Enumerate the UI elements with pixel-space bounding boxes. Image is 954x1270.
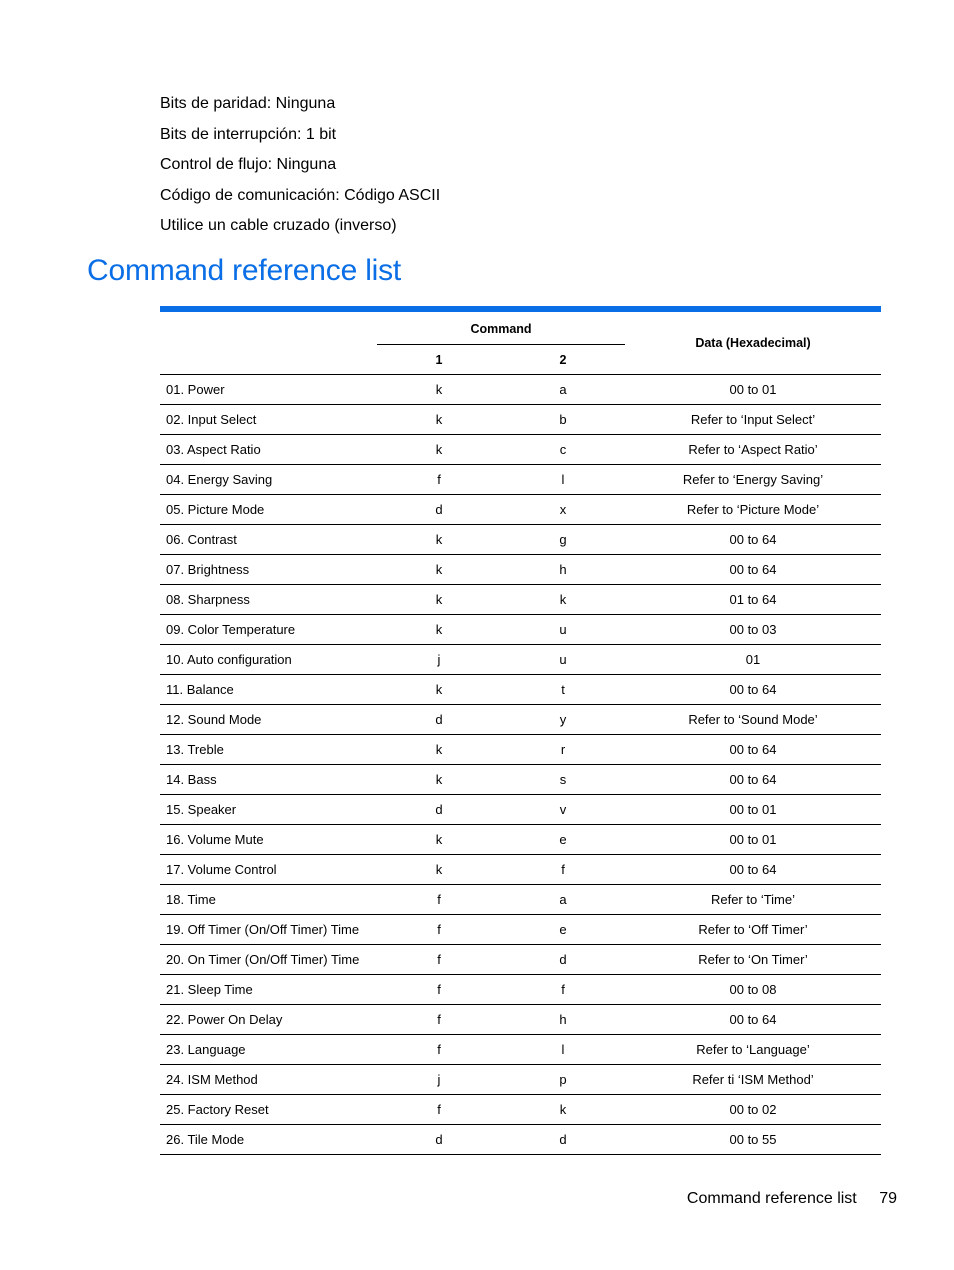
- table-row: [160, 1035, 881, 1065]
- data-range-cell: 00 to 01: [625, 795, 881, 825]
- command-reference-table: [160, 312, 881, 1155]
- settings-line: Utilice un cable cruzado (inverso): [160, 217, 397, 234]
- command-name-cell: 03. Aspect Ratio: [160, 435, 377, 465]
- command-name-cell: 07. Brightness: [160, 555, 377, 585]
- page-footer: [687, 1190, 897, 1208]
- data-range-cell: Refer to ‘Time’: [625, 885, 881, 915]
- table-row: [160, 885, 881, 915]
- table-row: [160, 915, 881, 945]
- data-range-cell: Refer ti ‘ISM Method’: [625, 1065, 881, 1095]
- table-row: [160, 1095, 881, 1125]
- command-name-cell: 04. Energy Saving: [160, 465, 377, 495]
- command-name-cell: 08. Sharpness: [160, 585, 377, 615]
- command-name-cell: 21. Sleep Time: [160, 975, 377, 1005]
- command-char-1-cell: f: [377, 465, 501, 495]
- table-row: [160, 555, 881, 585]
- command-char-1-cell: f: [377, 975, 501, 1005]
- command-char-2-cell: l: [501, 465, 625, 495]
- command-char-2-cell: f: [501, 855, 625, 885]
- command-char-1-cell: k: [377, 615, 501, 645]
- serial-settings-list: [160, 91, 440, 244]
- data-range-cell: 00 to 01: [625, 375, 881, 405]
- table-row: [160, 825, 881, 855]
- command-char-2-cell: u: [501, 645, 625, 675]
- data-range-cell: 00 to 64: [625, 1005, 881, 1035]
- command-name-cell: 06. Contrast: [160, 525, 377, 555]
- table-row: [160, 945, 881, 975]
- command-name-cell: 09. Color Temperature: [160, 615, 377, 645]
- table-row: [160, 405, 881, 435]
- command-char-1-cell: k: [377, 765, 501, 795]
- header-blank-cell: [160, 312, 377, 345]
- table-row: [160, 975, 881, 1005]
- command-char-1-cell: k: [377, 825, 501, 855]
- command-name-cell: 19. Off Timer (On/Off Timer) Time: [160, 915, 377, 945]
- page-number: 79: [879, 1190, 897, 1207]
- settings-line: Control de flujo: Ninguna: [160, 156, 337, 173]
- command-char-2-cell: e: [501, 825, 625, 855]
- command-char-2-cell: p: [501, 1065, 625, 1095]
- command-char-2-cell: g: [501, 525, 625, 555]
- command-char-2-cell: c: [501, 435, 625, 465]
- command-char-1-cell: k: [377, 675, 501, 705]
- section-heading: Command reference list: [87, 254, 402, 287]
- command-char-1-cell: k: [377, 735, 501, 765]
- table-row: [160, 765, 881, 795]
- command-char-2-cell: u: [501, 615, 625, 645]
- data-range-cell: 00 to 03: [625, 615, 881, 645]
- command-char-1-cell: d: [377, 705, 501, 735]
- data-range-cell: 00 to 64: [625, 735, 881, 765]
- command-char-2-cell: e: [501, 915, 625, 945]
- command-char-1-cell: f: [377, 885, 501, 915]
- settings-line: Bits de paridad: Ninguna: [160, 95, 336, 112]
- command-char-2-cell: y: [501, 705, 625, 735]
- command-name-cell: 10. Auto configuration: [160, 645, 377, 675]
- command-char-1-cell: k: [377, 525, 501, 555]
- command-name-cell: 01. Power: [160, 375, 377, 405]
- data-range-cell: Refer to ‘Language’: [625, 1035, 881, 1065]
- command-name-cell: 16. Volume Mute: [160, 825, 377, 855]
- command-char-2-cell: h: [501, 555, 625, 585]
- command-name-cell: 22. Power On Delay: [160, 1005, 377, 1035]
- command-char-2-cell: s: [501, 765, 625, 795]
- table-row: [160, 795, 881, 825]
- command-char-1-cell: k: [377, 855, 501, 885]
- table-row: [160, 585, 881, 615]
- header-data: Data (Hexadecimal): [625, 312, 881, 375]
- command-name-cell: 05. Picture Mode: [160, 495, 377, 525]
- table-row: [160, 465, 881, 495]
- footer-section-title: Command reference list: [686, 1190, 857, 1207]
- data-range-cell: 01 to 64: [625, 585, 881, 615]
- data-range-cell: Refer to ‘On Timer’: [625, 945, 881, 975]
- command-name-cell: 25. Factory Reset: [160, 1095, 377, 1125]
- data-range-cell: 00 to 64: [625, 555, 881, 585]
- command-char-1-cell: k: [377, 585, 501, 615]
- command-char-2-cell: t: [501, 675, 625, 705]
- command-name-cell: 12. Sound Mode: [160, 705, 377, 735]
- table-row: [160, 855, 881, 885]
- command-char-1-cell: f: [377, 915, 501, 945]
- command-char-2-cell: b: [501, 405, 625, 435]
- data-range-cell: Refer to ‘Sound Mode’: [625, 705, 881, 735]
- command-char-1-cell: f: [377, 1005, 501, 1035]
- command-char-2-cell: r: [501, 735, 625, 765]
- table-row: [160, 1065, 881, 1095]
- command-name-cell: 24. ISM Method: [160, 1065, 377, 1095]
- data-range-cell: 00 to 64: [625, 855, 881, 885]
- command-char-2-cell: k: [501, 585, 625, 615]
- table-row: [160, 435, 881, 465]
- header-blank-cell: [160, 345, 377, 375]
- command-char-2-cell: a: [501, 885, 625, 915]
- command-char-2-cell: x: [501, 495, 625, 525]
- data-range-cell: Refer to ‘Input Select’: [625, 405, 881, 435]
- command-char-2-cell: a: [501, 375, 625, 405]
- table-row: [160, 645, 881, 675]
- command-char-2-cell: v: [501, 795, 625, 825]
- command-char-1-cell: k: [377, 375, 501, 405]
- table-row: [160, 1125, 881, 1155]
- data-range-cell: 00 to 02: [625, 1095, 881, 1125]
- command-table-container: [160, 306, 881, 1155]
- data-range-cell: 00 to 08: [625, 975, 881, 1005]
- command-char-1-cell: k: [377, 435, 501, 465]
- table-row: [160, 495, 881, 525]
- table-header-row: [160, 312, 881, 345]
- command-name-cell: 23. Language: [160, 1035, 377, 1065]
- header-command-2: 2: [501, 345, 625, 375]
- table-row: [160, 525, 881, 555]
- command-name-cell: 14. Bass: [160, 765, 377, 795]
- table-row: [160, 615, 881, 645]
- command-char-1-cell: j: [377, 645, 501, 675]
- command-name-cell: 02. Input Select: [160, 405, 377, 435]
- settings-line: Bits de interrupción: 1 bit: [160, 125, 337, 143]
- data-range-cell: 00 to 01: [625, 825, 881, 855]
- header-command-1: 1: [377, 345, 501, 375]
- command-char-1-cell: k: [377, 555, 501, 585]
- data-range-cell: Refer to ‘Picture Mode’: [625, 495, 881, 525]
- command-char-1-cell: f: [377, 945, 501, 975]
- data-range-cell: 00 to 55: [625, 1125, 881, 1155]
- data-range-cell: 00 to 64: [625, 765, 881, 795]
- command-char-2-cell: f: [501, 975, 625, 1005]
- command-name-cell: 13. Treble: [160, 735, 377, 765]
- command-char-2-cell: d: [501, 1125, 625, 1155]
- command-name-cell: 15. Speaker: [160, 795, 377, 825]
- header-command: Command: [377, 312, 625, 345]
- table-row: [160, 375, 881, 405]
- data-range-cell: 00 to 64: [625, 675, 881, 705]
- data-range-cell: 01: [625, 645, 881, 675]
- command-char-1-cell: d: [377, 1125, 501, 1155]
- command-char-2-cell: k: [501, 1095, 625, 1125]
- table-row: [160, 735, 881, 765]
- settings-line: Código de comunicación: Código ASCII: [160, 186, 441, 204]
- command-name-cell: 18. Time: [160, 885, 377, 915]
- data-range-cell: Refer to ‘Off Timer’: [625, 915, 881, 945]
- command-name-cell: 20. On Timer (On/Off Timer) Time: [160, 945, 377, 975]
- command-name-cell: 11. Balance: [160, 675, 377, 705]
- command-char-2-cell: d: [501, 945, 625, 975]
- command-char-2-cell: l: [501, 1035, 625, 1065]
- command-char-1-cell: j: [377, 1065, 501, 1095]
- command-char-1-cell: f: [377, 1035, 501, 1065]
- table-row: [160, 1005, 881, 1035]
- command-char-2-cell: h: [501, 1005, 625, 1035]
- table-body: [160, 375, 881, 1155]
- command-char-1-cell: f: [377, 1095, 501, 1125]
- table-row: [160, 675, 881, 705]
- data-range-cell: Refer to ‘Aspect Ratio’: [625, 435, 881, 465]
- command-name-cell: 17. Volume Control: [160, 855, 377, 885]
- data-range-cell: 00 to 64: [625, 525, 881, 555]
- command-char-1-cell: d: [377, 495, 501, 525]
- command-name-cell: 26. Tile Mode: [160, 1125, 377, 1155]
- command-char-1-cell: d: [377, 795, 501, 825]
- table-row: [160, 705, 881, 735]
- data-range-cell: Refer to ‘Energy Saving’: [625, 465, 881, 495]
- command-char-1-cell: k: [377, 405, 501, 435]
